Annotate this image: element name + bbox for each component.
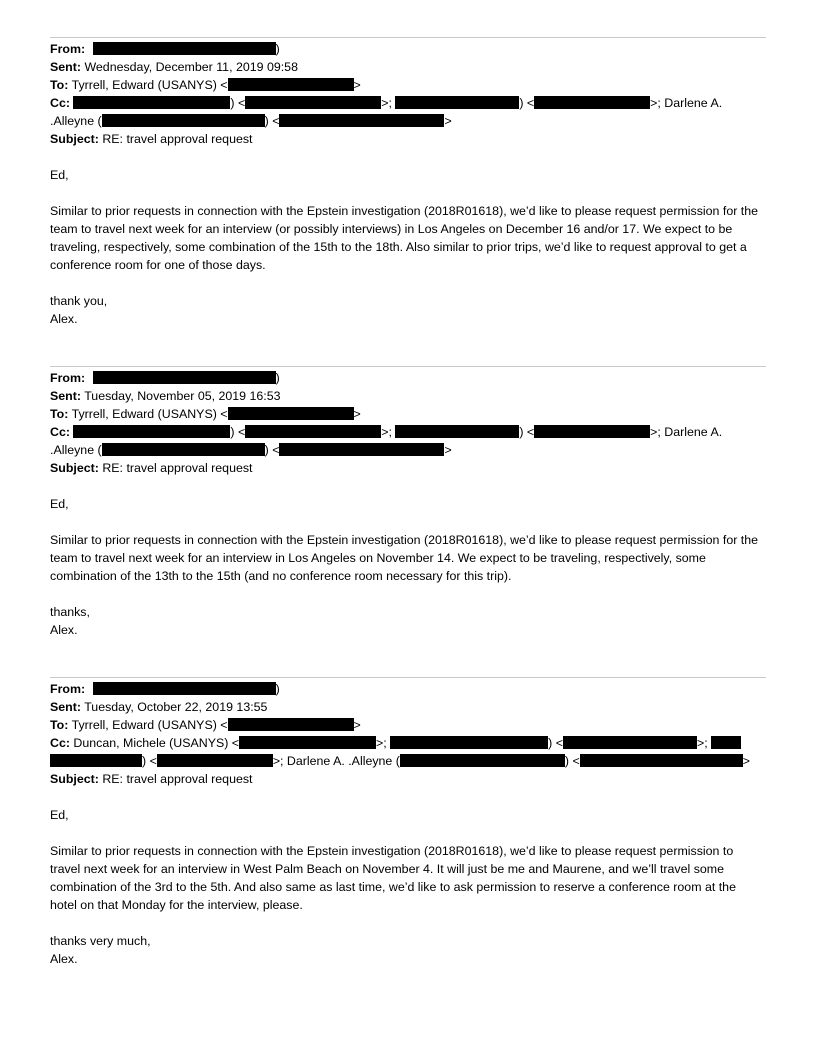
sent-value: Tuesday, October 22, 2019 13:55 bbox=[84, 700, 268, 714]
redaction bbox=[711, 736, 741, 749]
from-label: From: bbox=[50, 42, 86, 56]
cc-line-continued: .Alleyne ( ) < > bbox=[50, 114, 452, 128]
cc-line: Cc: Duncan, Michele (USANYS) < >; ) < >; bbox=[50, 734, 766, 752]
to-line: To: Tyrrell, Edward (USANYS) < > bbox=[50, 407, 361, 421]
signature: Alex. bbox=[50, 623, 78, 637]
to-value: Tyrrell, Edward (USANYS) < bbox=[71, 718, 228, 732]
closing: thank you, bbox=[50, 294, 108, 308]
sent-label: Sent: bbox=[50, 389, 81, 403]
sent-value: Wednesday, December 11, 2019 09:58 bbox=[84, 60, 298, 74]
sent-label: Sent: bbox=[50, 700, 81, 714]
redaction bbox=[228, 718, 354, 731]
to-label: To: bbox=[50, 78, 69, 92]
cc-label: Cc: bbox=[50, 736, 70, 750]
redaction bbox=[93, 371, 276, 384]
redaction bbox=[580, 754, 743, 767]
redaction bbox=[279, 114, 444, 127]
from-label: From: bbox=[50, 371, 86, 385]
to-value: Tyrrell, Edward (USANYS) < bbox=[71, 407, 228, 421]
cc-label: Cc: bbox=[50, 96, 70, 110]
cc-name: .Alleyne ( bbox=[50, 114, 102, 128]
subject-line bbox=[50, 130, 766, 148]
subject-line bbox=[50, 459, 766, 477]
subject-label: Subject: bbox=[50, 132, 99, 146]
message-body: Similar to prior requests in connection with the Epstein investigation (2018R01618), we’d like to please request permission for the team to travel next week for an interview in Los Angeles on November 14. We expect to be traveling, respectively, some combination of the 13th to the 15th (and no conference room necessary for this trip). bbox=[50, 533, 759, 583]
redaction bbox=[93, 682, 276, 695]
redaction bbox=[102, 114, 265, 127]
redaction bbox=[245, 96, 381, 109]
redaction bbox=[239, 736, 376, 749]
from-line: From: ) bbox=[50, 682, 280, 696]
cc-line-continued: .Alleyne ( ) < > bbox=[50, 443, 452, 457]
cc-label: Cc: bbox=[50, 425, 70, 439]
cc-line: Cc: ) < >; ) < >; Darlene A. bbox=[50, 96, 723, 110]
subject-label: Subject: bbox=[50, 461, 99, 475]
from-line: From: ) bbox=[50, 371, 280, 385]
from-label: From: bbox=[50, 682, 86, 696]
salutation: Ed, bbox=[50, 808, 69, 822]
redaction bbox=[228, 78, 354, 91]
to-line: To: Tyrrell, Edward (USANYS) < > bbox=[50, 78, 361, 92]
to-label: To: bbox=[50, 718, 69, 732]
sent-value: Tuesday, November 05, 2019 16:53 bbox=[84, 389, 281, 403]
message-body: Similar to prior requests in connection with the Epstein investigation (2018R01618), we’d like to please request permission for the team to travel next week for an interview (or possibly interviews) in Los Angeles on December 16 and/or 17. We expect to be traveling, respectively, some combination of the 15th to the 18th. Also similar to prior trips, we’d like to request approval to get a conference room for one of those days. bbox=[50, 204, 759, 272]
cc-tail: >; Darlene A. bbox=[650, 425, 723, 439]
sent-line bbox=[50, 698, 766, 716]
redaction bbox=[245, 425, 381, 438]
cc-tail: >; Darlene A. bbox=[650, 96, 723, 110]
redaction bbox=[73, 425, 230, 438]
redaction bbox=[102, 443, 265, 456]
subject-line bbox=[50, 770, 766, 788]
redaction bbox=[93, 42, 276, 55]
signature: Alex. bbox=[50, 312, 78, 326]
redaction bbox=[534, 425, 650, 438]
redaction bbox=[73, 96, 230, 109]
redaction bbox=[395, 425, 519, 438]
to-line: To: Tyrrell, Edward (USANYS) < > bbox=[50, 718, 361, 732]
cc-line: Cc: ) < >; ) < >; Darlene A. bbox=[50, 425, 723, 439]
redaction bbox=[534, 96, 650, 109]
redaction bbox=[279, 443, 444, 456]
redaction bbox=[157, 754, 273, 767]
subject-label: Subject: bbox=[50, 772, 99, 786]
redaction bbox=[400, 754, 565, 767]
cc-name: .Alleyne ( bbox=[50, 443, 102, 457]
email-message bbox=[50, 369, 766, 639]
salutation: Ed, bbox=[50, 497, 69, 511]
closing: thanks very much, bbox=[50, 934, 151, 948]
divider bbox=[50, 366, 766, 367]
email-message bbox=[50, 680, 766, 968]
to-value: Tyrrell, Edward (USANYS) < bbox=[71, 78, 228, 92]
redaction bbox=[390, 736, 548, 749]
email-message bbox=[50, 40, 766, 328]
sent-label: Sent: bbox=[50, 60, 81, 74]
redaction bbox=[395, 96, 519, 109]
sent-line bbox=[50, 58, 766, 76]
salutation: Ed, bbox=[50, 168, 69, 182]
redaction bbox=[563, 736, 697, 749]
subject-value: RE: travel approval request bbox=[102, 461, 253, 475]
redaction bbox=[228, 407, 354, 420]
redaction bbox=[50, 754, 142, 767]
closing: thanks, bbox=[50, 605, 90, 619]
cc-line-continued: ) < >; Darlene A. .Alleyne ( ) < > bbox=[50, 752, 766, 770]
subject-value: RE: travel approval request bbox=[102, 132, 253, 146]
sent-line bbox=[50, 387, 766, 405]
cc-mid: >; Darlene A. .Alleyne ( bbox=[272, 754, 400, 768]
signature: Alex. bbox=[50, 952, 78, 966]
divider bbox=[50, 677, 766, 678]
to-label: To: bbox=[50, 407, 69, 421]
subject-value: RE: travel approval request bbox=[102, 772, 253, 786]
from-line: From: ) bbox=[50, 42, 280, 56]
message-body: Similar to prior requests in connection with the Epstein investigation (2018R01618), we’d like to please request permission to travel next week for an interview in West Palm Beach on November 4. It will just be me and Maurene, and we’ll travel some combination of the 3rd to the 5th. And also same as last time, we’d like to ask permission to reserve a conference room at the hotel on that Monday for the interview, please. bbox=[50, 844, 736, 912]
cc-first: Duncan, Michele (USANYS) < bbox=[73, 736, 240, 750]
divider bbox=[50, 37, 766, 38]
